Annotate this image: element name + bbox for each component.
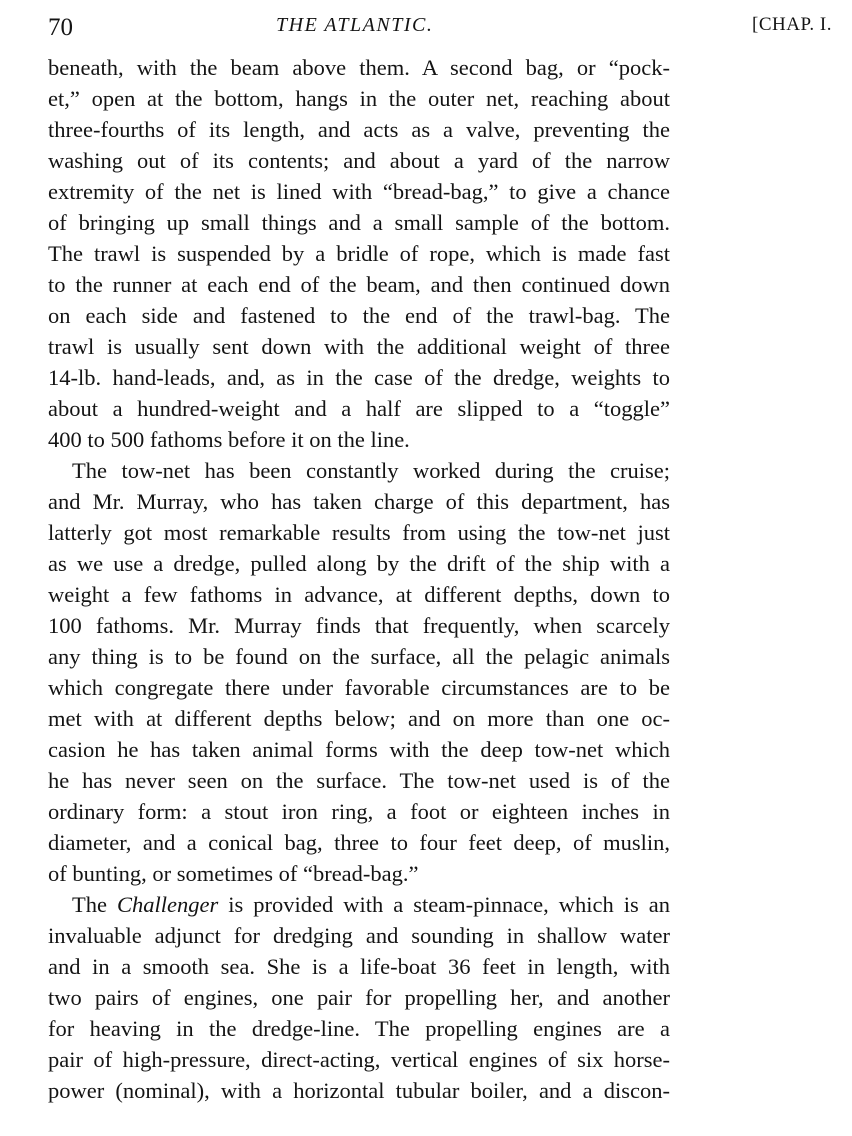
text-line: as we use a dredge, pulled along by the drift of the ship with a bbox=[48, 551, 670, 576]
body-text bbox=[48, 52, 670, 1106]
text-line: and Mr. Murray, who has taken charge of this department, has bbox=[48, 489, 670, 514]
chapter-marker: [CHAP. I. bbox=[752, 14, 832, 35]
text-line: about a hundred-weight and a half are slipped to a “toggle” bbox=[48, 396, 670, 421]
page-number: 70 bbox=[48, 14, 73, 41]
text-line-with-ship-name bbox=[48, 889, 670, 920]
text-line: washing out of its contents; and about a yard of the narrow bbox=[48, 148, 670, 173]
text-line: to the runner at each end of the beam, and then continued down bbox=[48, 272, 670, 297]
text-line: 400 to 500 fathoms before it on the line. bbox=[48, 427, 410, 452]
text-line: power (nominal), with a horizontal tubular boiler, and a discon- bbox=[48, 1078, 670, 1103]
text-line: 14-lb. hand-leads, and, as in the case of the dredge, weights to bbox=[48, 365, 670, 390]
text-line: invaluable adjunct for dredging and sounding in shallow water bbox=[48, 923, 670, 948]
text-line: and in a smooth sea. She is a life-boat 36 feet in length, with bbox=[48, 954, 670, 979]
text-line: two pairs of engines, one pair for propelling her, and another bbox=[48, 985, 670, 1010]
text-line: et,” open at the bottom, hangs in the outer net, reaching about bbox=[48, 86, 670, 111]
text-line: beneath, with the beam above them. A second bag, or “pock- bbox=[48, 55, 670, 80]
text-line: for heaving in the dredge-line. The propelling engines are a bbox=[48, 1016, 670, 1041]
text-line: trawl is usually sent down with the additional weight of three bbox=[48, 334, 670, 359]
text-line: casion he has taken animal forms with the deep tow-net which bbox=[48, 737, 670, 762]
text-line: 100 fathoms. Mr. Murray finds that frequently, when scarcely bbox=[48, 613, 670, 638]
text-line: three-fourths of its length, and acts as a valve, preventing the bbox=[48, 117, 670, 142]
text-line: any thing is to be found on the surface, all the pelagic animals bbox=[48, 644, 670, 669]
text-line: he has never seen on the surface. The tow-net used is of the bbox=[48, 768, 670, 793]
running-title: THE ATLANTIC. bbox=[276, 14, 434, 36]
text-line: diameter, and a conical bag, three to four feet deep, of muslin, bbox=[48, 830, 670, 855]
text-line: ordinary form: a stout iron ring, a foot or eighteen inches in bbox=[48, 799, 670, 824]
text-line: met with at different depths below; and on more than one oc- bbox=[48, 706, 670, 731]
text-line: of bunting, or sometimes of “bread-bag.” bbox=[48, 861, 419, 886]
page-header bbox=[48, 8, 834, 44]
text-line: weight a few fathoms in advance, at different depths, down to bbox=[48, 582, 670, 607]
text-line: The trawl is suspended by a bridle of rope, which is made fast bbox=[48, 241, 670, 266]
text-line: extremity of the net is lined with “bread-bag,” to give a chance bbox=[48, 179, 670, 204]
text-line: pair of high-pressure, direct-acting, vertical engines of six horse- bbox=[48, 1047, 670, 1072]
para3-rest: is provided with a steam-pinnace, which is an bbox=[228, 892, 670, 917]
text-line: which congregate there under favorable circumstances are to be bbox=[48, 675, 670, 700]
para3-lead: The bbox=[72, 892, 107, 917]
text-line: on each side and fastened to the end of the trawl-bag. The bbox=[48, 303, 670, 328]
text-line: latterly got most remarkable results from using the tow-net just bbox=[48, 520, 670, 545]
text-line: The tow-net has been constantly worked during the cruise; bbox=[72, 458, 670, 483]
text-line: of bringing up small things and a small sample of the bottom. bbox=[48, 210, 670, 235]
ship-name: Challenger bbox=[116, 892, 219, 917]
